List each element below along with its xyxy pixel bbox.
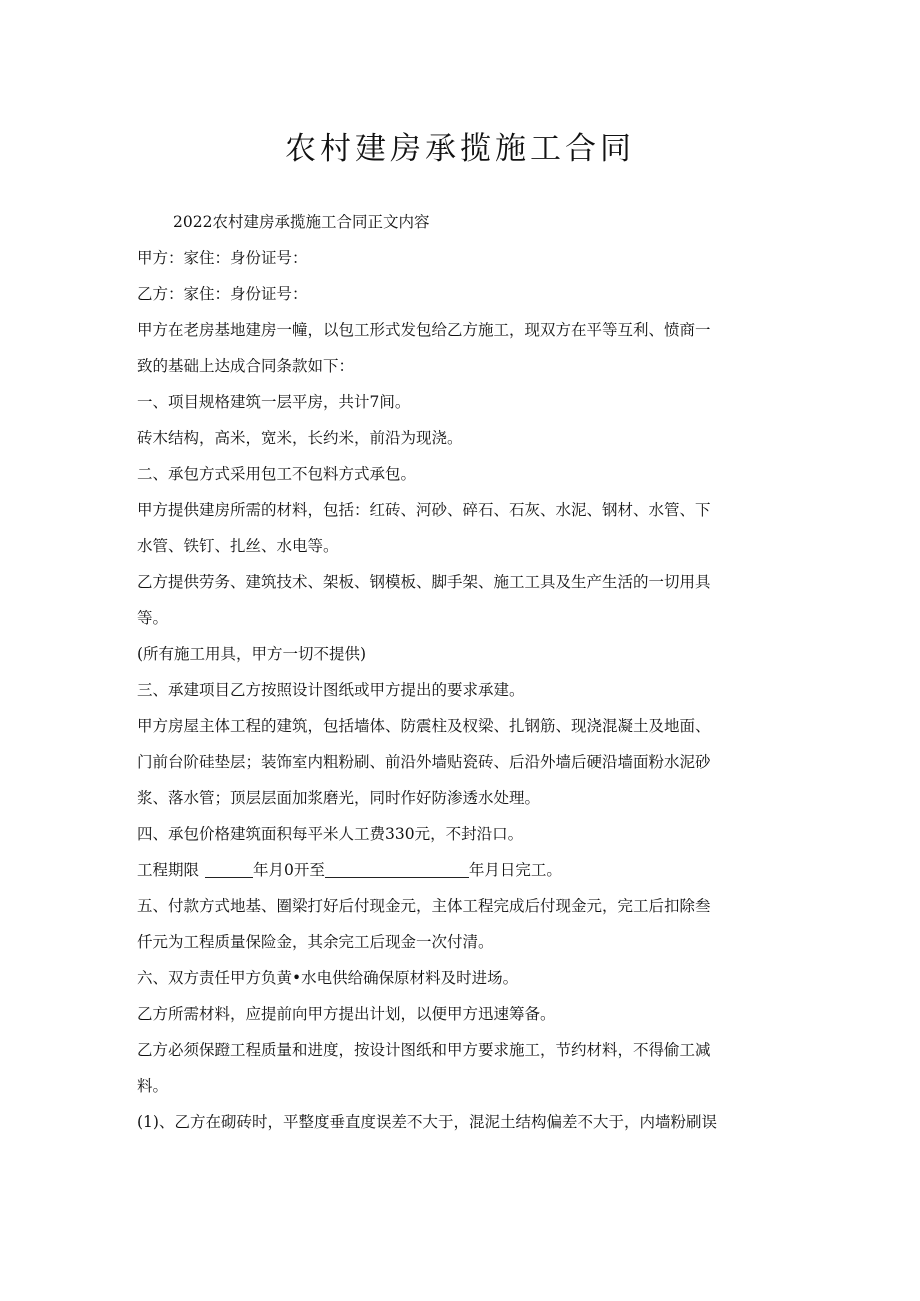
clause-5-line-1: 五、付款方式地基、圈梁打好后付现金元，主体工程完成后付现金元，完工后扣除叁 (137, 897, 711, 915)
intro-line-1: 甲方在老房基地建房一幢，以包工形式发包给乙方施工，现双方在平等互利、愤商一 (137, 321, 711, 339)
period-middle: 年月0开至 (253, 861, 325, 879)
clause-6-line: 六、双方责任甲方负黄•水电供给确保原材料及时进场。 (137, 969, 519, 987)
party-a-line: 甲方：家住：身份证号： (137, 249, 308, 267)
labor-line-1: 乙方提供劳务、建筑技术、架板、钢模板、脚手架、施工工具及生产生活的一切用具 (137, 573, 711, 591)
clause-5-line-2: 仟元为工程质量保险金，其余完工后现金一次付清。 (137, 933, 494, 951)
structure-line: 砖木结构，高米，宽米，长约米，前沿为现浇。 (137, 429, 463, 447)
clause-4-line: 四、承包价格建筑面积每平米人工费330元，不封沿口。 (137, 825, 524, 843)
document-title: 农村建房承揽施工合同 (285, 131, 635, 167)
quality-line-2: 料。 (137, 1077, 169, 1095)
party-b-line: 乙方：家住：身份证号： (137, 285, 308, 303)
quality-line-1: 乙方必须保蹬工程质量和进度，按设计图纸和甲方要求施工，节约材料，不得偷工减 (137, 1041, 711, 1059)
tools-note-line: (所有施工用具，甲方一切不提供) (137, 645, 367, 663)
labor-line-2: 等。 (137, 609, 169, 627)
period-suffix: 年月日完工。 (468, 861, 562, 879)
subtitle-line: 2022农村建房承揽施工合同正文内容 (173, 213, 430, 231)
materials-line-1: 甲方提供建房所需的材料，包括：红砖、河砂、碎石、石灰、水泥、钢材、水管、下 (137, 501, 711, 519)
end-blank (325, 859, 469, 878)
start-blank (205, 859, 253, 878)
period-prefix: 工程期限 (137, 861, 200, 879)
main-work-line-2: 门前台阶硅垫层；装饰室内粗粉刷、前沿外墙贴瓷砖、后沿外墙后硬沿墙面粉水泥砂 (137, 753, 711, 771)
intro-line-2: 致的基础上达成合同条款如下： (137, 357, 355, 375)
main-work-line-3: 浆、落水管；顶层层面加浆磨光，同时作好防渗透水处理。 (137, 789, 541, 807)
document-body (137, 204, 777, 1140)
materials-line-2: 水管、铁钉、扎丝、水电等。 (137, 537, 339, 555)
clause-2-line: 二、承包方式采用包工不包料方式承包。 (137, 465, 417, 483)
materials-plan-line: 乙方所需材料，应提前向甲方提出计划，以便甲方迅速筹备。 (137, 1005, 556, 1023)
main-work-line-1: 甲方房屋主体工程的建筑，包括墙体、防震柱及杈梁、扎钢筋、现浇混凝土及地面、 (137, 717, 711, 735)
clause-3-line: 三、承建项目乙方按照设计图纸或甲方提出的要求承建。 (137, 681, 525, 699)
period-line (137, 852, 777, 888)
tolerance-line: (1)、乙方在砌砖时，平整度垂直度误差不大于，混泥土结构偏差不大于，内墙粉刷误 (137, 1113, 717, 1131)
clause-1-line: 一、项目规格建筑一层平房，共计7间。 (137, 393, 411, 411)
